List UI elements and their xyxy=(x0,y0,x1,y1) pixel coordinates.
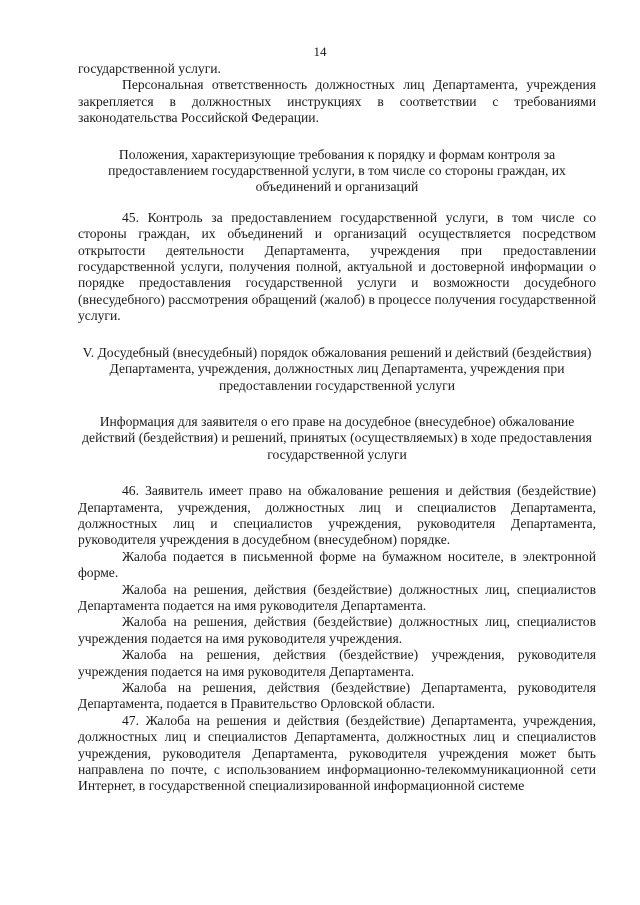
paragraph-4: 46. Заявитель имеет право на обжалование решения и действия (бездействие) Департамента, учреждения, должностных лиц и специалистов Департамента, должностных лиц и специалистов учреждения, руководителя Департамента, руководителя учреждения в досудебном (внесудебном) порядке. xyxy=(78,483,596,548)
spacer xyxy=(78,196,596,210)
paragraph-9: Жалоба на решения, действия (бездействие) Департамента, руководителя Департамента, подается в Правительство Орловской области. xyxy=(78,680,596,712)
document-body xyxy=(78,61,596,795)
paragraph-8: Жалоба на решения, действия (бездействие) учреждения, руководителя учреждения подается на имя руководителя Департамента. xyxy=(78,647,596,679)
paragraph-3: 45. Контроль за предоставлением государственной услуги, в том числе со стороны граждан, их объединений и организаций осуществляется посредством открытости деятельности Департамента, учреждения при предоставлении государственной услуги, получения полной, актуальной и достоверной информации о порядке предоставления государственной услуги и возможности досудебного (внесудебного) рассмотрения обращений (жалоб) в процессе получения государственной услуги. xyxy=(78,209,596,324)
section-heading-1: Положения, характеризующие требования к порядку и формам контроля за предоставлением государственной услуги, в том числе со стороны граждан, их объединений и организаций xyxy=(108,146,566,195)
paragraph-7: Жалоба на решения, действия (бездействие) должностных лиц, специалистов учреждения подается на имя руководителя учреждения. xyxy=(78,614,596,646)
spacer xyxy=(78,463,596,483)
section-heading-2: V. Досудебный (внесудебный) порядок обжалования решений и действий (бездействия) Департамента, учреждения, должностных лиц Департамента, учреждения при предоставлении государственной услуги xyxy=(82,344,592,393)
spacer xyxy=(78,394,596,414)
paragraph-6: Жалоба на решения, действия (бездействие) должностных лиц, специалистов Департамента подается на имя руководителя Департамента. xyxy=(78,581,596,613)
spacer xyxy=(78,325,596,345)
paragraph-10: 47. Жалоба на решения и действия (бездействие) Департамента, учреждения, должностных лиц и специалистов Департамента, должностных лиц и специалистов учреждения, руководителя Департамента, руководителя учреждения может быть направлена по почте, с использованием информационно-телекоммуникационной сети Интернет, в государственной специализированной информационной системе xyxy=(78,712,596,794)
paragraph-2: Персональная ответственность должностных лиц Департамента, учреждения закрепляется в должностных инструкциях в соответствии с требованиями законодательства Российской Федерации. xyxy=(78,77,596,126)
page-number: 14 xyxy=(313,44,327,59)
paragraph-5: Жалоба подается в письменной форме на бумажном носителе, в электронной форме. xyxy=(78,548,596,581)
paragraph-1: государственной услуги. xyxy=(78,61,221,76)
section-heading-3: Информация для заявителя о его праве на досудебное (внесудебное) обжалование действий (бездействия) и решений, принятых (осуществляемых) в ходе предоставления государственной услуги xyxy=(82,413,592,462)
spacer xyxy=(78,127,596,147)
